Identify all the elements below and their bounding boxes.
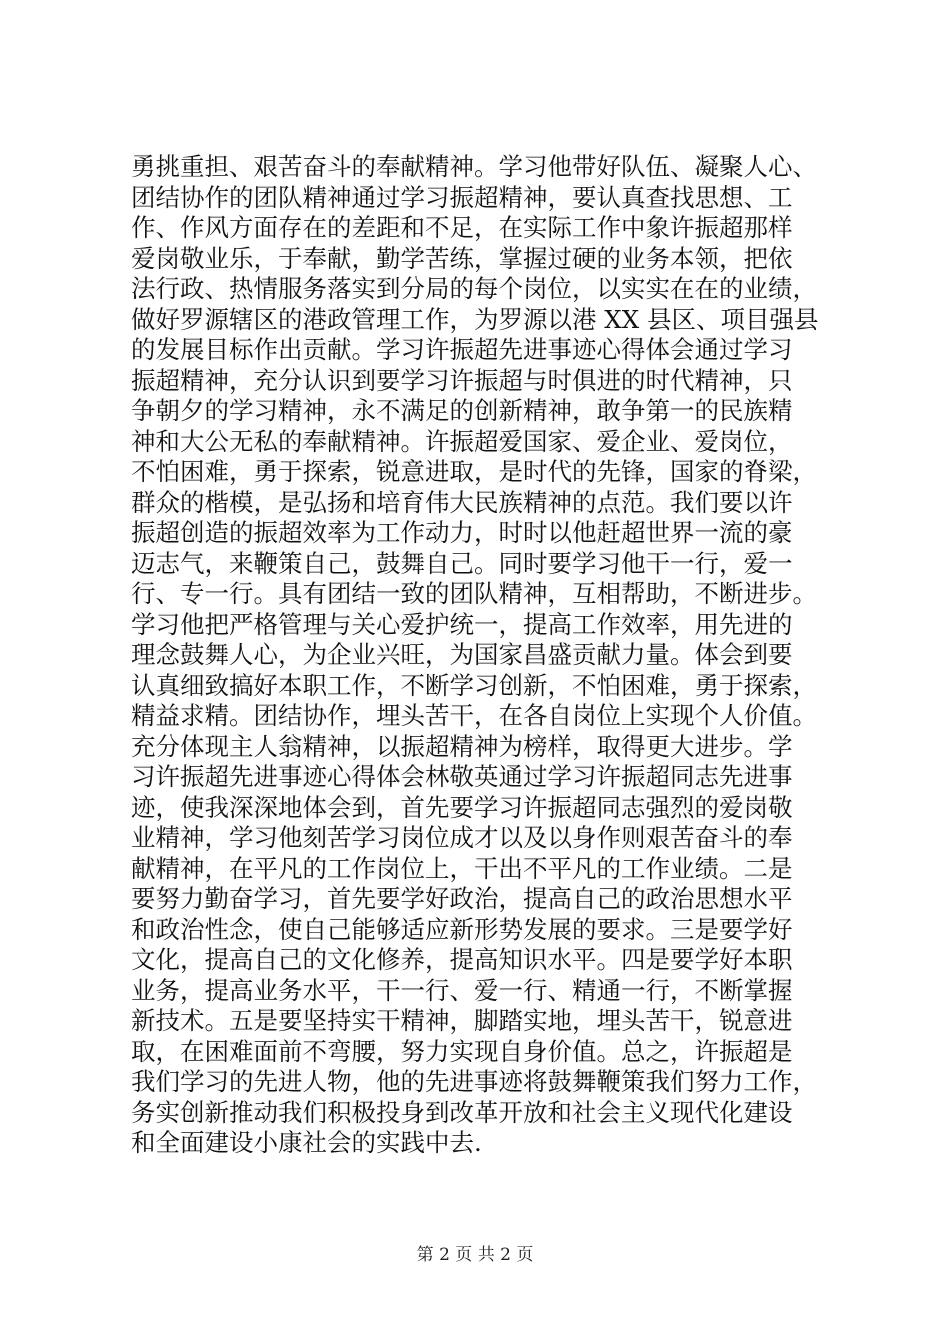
text-line: 取，在困难面前不弯腰，努力实现自身价值。总之，许振超是 <box>131 1036 793 1066</box>
text-line: 我们学习的先进人物，他的先进事迹将鼓舞鞭策我们努力工作， <box>131 1067 817 1096</box>
text-line: 行、专一行。具有团结一致的团队精神，互相帮助，不断进步。 <box>131 579 817 608</box>
text-line: 文化，提高自己的文化修养，提高知识水平。四是要学好本职 <box>131 945 793 974</box>
text-line: 迹，使我深深地体会到，首先要学习许振超同志强烈的爱岗敬 <box>131 792 793 822</box>
text-line: 理念鼓舞人心，为企业兴旺，为国家昌盛贡献力量。体会到要 <box>131 640 793 669</box>
text-line: 迈志气，来鞭策自己，鼓舞自己。同时要学习他干一行，爱一 <box>131 548 793 578</box>
text-line: 献精神，在平凡的工作岗位上，干出不平凡的工作业绩。二是 <box>131 853 793 883</box>
text-line: 精益求精。团结协作，埋头苦干，在各自岗位上实现个人价值。 <box>131 701 817 730</box>
text-line: 和政治性念，使自己能够适应新形势发展的要求。三是要学好 <box>131 914 793 944</box>
text-line: 争朝夕的学习精神，永不满足的创新精神，敢争第一的民族精 <box>131 396 793 425</box>
text-line: 充分体现主人翁精神，以振超精神为榜样，取得更大进步。学 <box>131 731 793 761</box>
text-line: 作、作风方面存在的差距和不足，在实际工作中象许振超那样 <box>131 213 793 242</box>
text-line: 习许振超先进事迹心得体会林敬英通过学习许振超同志先进事 <box>131 762 793 791</box>
text-line: 法行政、热情服务落实到分局的每个岗位，以实实在在的业绩， <box>131 274 817 303</box>
text-line: 振超精神，充分认识到要学习许振超与时俱进的时代精神，只 <box>131 365 793 395</box>
text-line: 不怕困难，勇于探索，锐意进取，是时代的先锋，国家的脊梁， <box>131 457 817 486</box>
body-paragraph <box>131 152 853 1159</box>
text-line: 爱岗敬业乐，于奉献，勤学苦练，掌握过硬的业务本领，把依 <box>131 243 793 273</box>
text-line: 振超创造的振超效率为工作动力，时时以他赶超世界一流的豪 <box>131 518 793 547</box>
text-line: 的发展目标作出贡献。学习许振超先进事迹心得体会通过学习 <box>131 335 793 364</box>
text-line: 新技术。五是要坚持实干精神，脚踏实地，埋头苦干，锐意进 <box>131 1006 793 1035</box>
text-line: 务实创新推动我们积极投身到改革开放和社会主义现代化建设 <box>131 1097 793 1127</box>
text-line: 做好罗源辖区的港政管理工作，为罗源以港 XX 县区、项目强县 <box>131 304 819 334</box>
text-line: 团结协作的团队精神通过学习振超精神，要认真查找思想、工 <box>131 182 793 212</box>
text-line: 业精神，学习他刻苦学习岗位成才以及以身作则艰苦奋斗的奉 <box>131 823 793 852</box>
text-line: 学习他把严格管理与关心爱护统一，提高工作效率，用先进的 <box>131 609 793 639</box>
text-line: 和全面建设小康社会的实践中去. <box>131 1128 482 1157</box>
page-number-footer: 第 2 页 共 2 页 <box>416 1245 534 1265</box>
text-line: 认真细致搞好本职工作，不断学习创新，不怕困难，勇于探索， <box>131 670 817 700</box>
text-line: 勇挑重担、艰苦奋斗的奉献精神。学习他带好队伍、凝聚人心、 <box>131 152 817 181</box>
text-line: 要努力勤奋学习，首先要学好政治，提高自己的政治思想水平 <box>131 884 793 913</box>
text-line: 神和大公无私的奉献精神。许振超爱国家、爱企业、爱岗位， <box>131 426 793 456</box>
text-line: 业务，提高业务水平，干一行、爱一行、精通一行，不断掌握 <box>131 975 793 1005</box>
text-line: 群众的楷模，是弘扬和培育伟大民族精神的点范。我们要以许 <box>131 487 793 517</box>
